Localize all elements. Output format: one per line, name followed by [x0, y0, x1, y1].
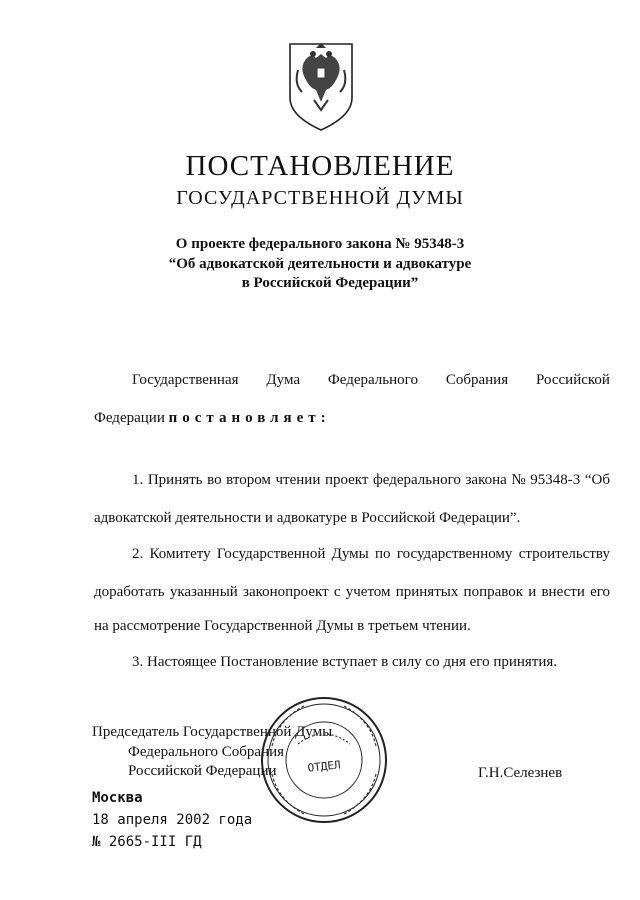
signature-title-line-3: Российской Федерации — [128, 763, 277, 779]
preamble-word: Государственная — [132, 372, 239, 388]
signatory-name: Г.Н.Селезнев — [478, 765, 563, 781]
coat-of-arms-icon — [286, 40, 356, 132]
document-title: ПОСТАНОВЛЕНИЕ — [185, 150, 455, 182]
item-2-word: 2. — [132, 546, 144, 562]
signature-title-line-2: Федерального Собрания — [128, 744, 285, 760]
about-line-2: “Об адвокатской деятельности и адвокатуре — [168, 256, 472, 272]
item-1-word: “Об — [584, 472, 610, 488]
item-2-line-2 — [94, 584, 610, 601]
about-line-3: в Российской Федерации” — [241, 275, 419, 291]
item-1-word: закона — [465, 472, 507, 488]
item-1-word: федерального — [373, 472, 461, 488]
item-2-word: учетом — [345, 584, 391, 600]
item-1-word: 1. — [132, 472, 144, 488]
item-2-word: строительству — [518, 546, 610, 562]
item-1-word: № — [511, 472, 526, 488]
item-1-word: втором — [226, 472, 271, 488]
item-1-line-1 — [132, 472, 610, 489]
item-1-word: чтении — [275, 472, 321, 488]
item-2-word: и — [528, 584, 537, 600]
item-2-word: с — [333, 584, 341, 600]
document-subtitle: ГОСУДАРСТВЕННОЙ ДУМЫ — [176, 187, 464, 209]
item-2-word: поправок — [463, 584, 524, 600]
item-1-word: проект — [324, 472, 369, 488]
item-2-word: Думы — [331, 546, 369, 562]
preamble-word: Федерального — [327, 372, 418, 388]
item-2-word: доработать — [94, 584, 165, 600]
preamble-prefix: Федерации — [94, 410, 165, 426]
signature-title-line-1: Председатель Государственной Думы — [92, 724, 333, 740]
document-number: № 2665-III ГД — [92, 834, 202, 850]
item-1-line-2: адвокатской деятельности и адвокатуре в Российской Федерации”. — [94, 510, 521, 526]
item-2-word: указанный — [169, 584, 238, 600]
item-2-word: Государственной — [216, 546, 326, 562]
item-2-word: его — [590, 584, 610, 600]
preamble-word: Собрания — [445, 372, 509, 388]
official-stamp — [258, 694, 390, 826]
city: Москва — [92, 790, 143, 806]
item-1-word: 95348-3 — [530, 472, 581, 488]
item-1-word: во — [207, 472, 222, 488]
item-2-word: законопроект — [243, 584, 329, 600]
item-2-word: внести — [541, 584, 585, 600]
preamble-word: Дума — [266, 372, 301, 388]
stamp-center-text: ОТДЕЛ — [306, 758, 342, 775]
item-3: 3. Настоящее Постановление вступает в силу со дня его принятия. — [132, 654, 558, 670]
item-2-line-1 — [132, 546, 610, 563]
item-2-line-3: на рассмотрение Государственной Думы в третьем чтении. — [94, 618, 471, 634]
item-2-word: государственному — [396, 546, 513, 562]
date: 18 апреля 2002 года — [92, 812, 253, 828]
preamble-emphasis: постановляет: — [168, 410, 331, 426]
about-line-1: О проекте федерального закона № 95348-3 — [175, 236, 465, 252]
preamble-line-2 — [94, 410, 331, 427]
item-2-word: принятых — [395, 584, 459, 600]
item-2-word: по — [375, 546, 391, 562]
preamble-line-1 — [132, 372, 610, 389]
item-1-word: Принять — [147, 472, 203, 488]
item-2-word: Комитету — [149, 546, 211, 562]
preamble-word: Российской — [536, 372, 610, 388]
